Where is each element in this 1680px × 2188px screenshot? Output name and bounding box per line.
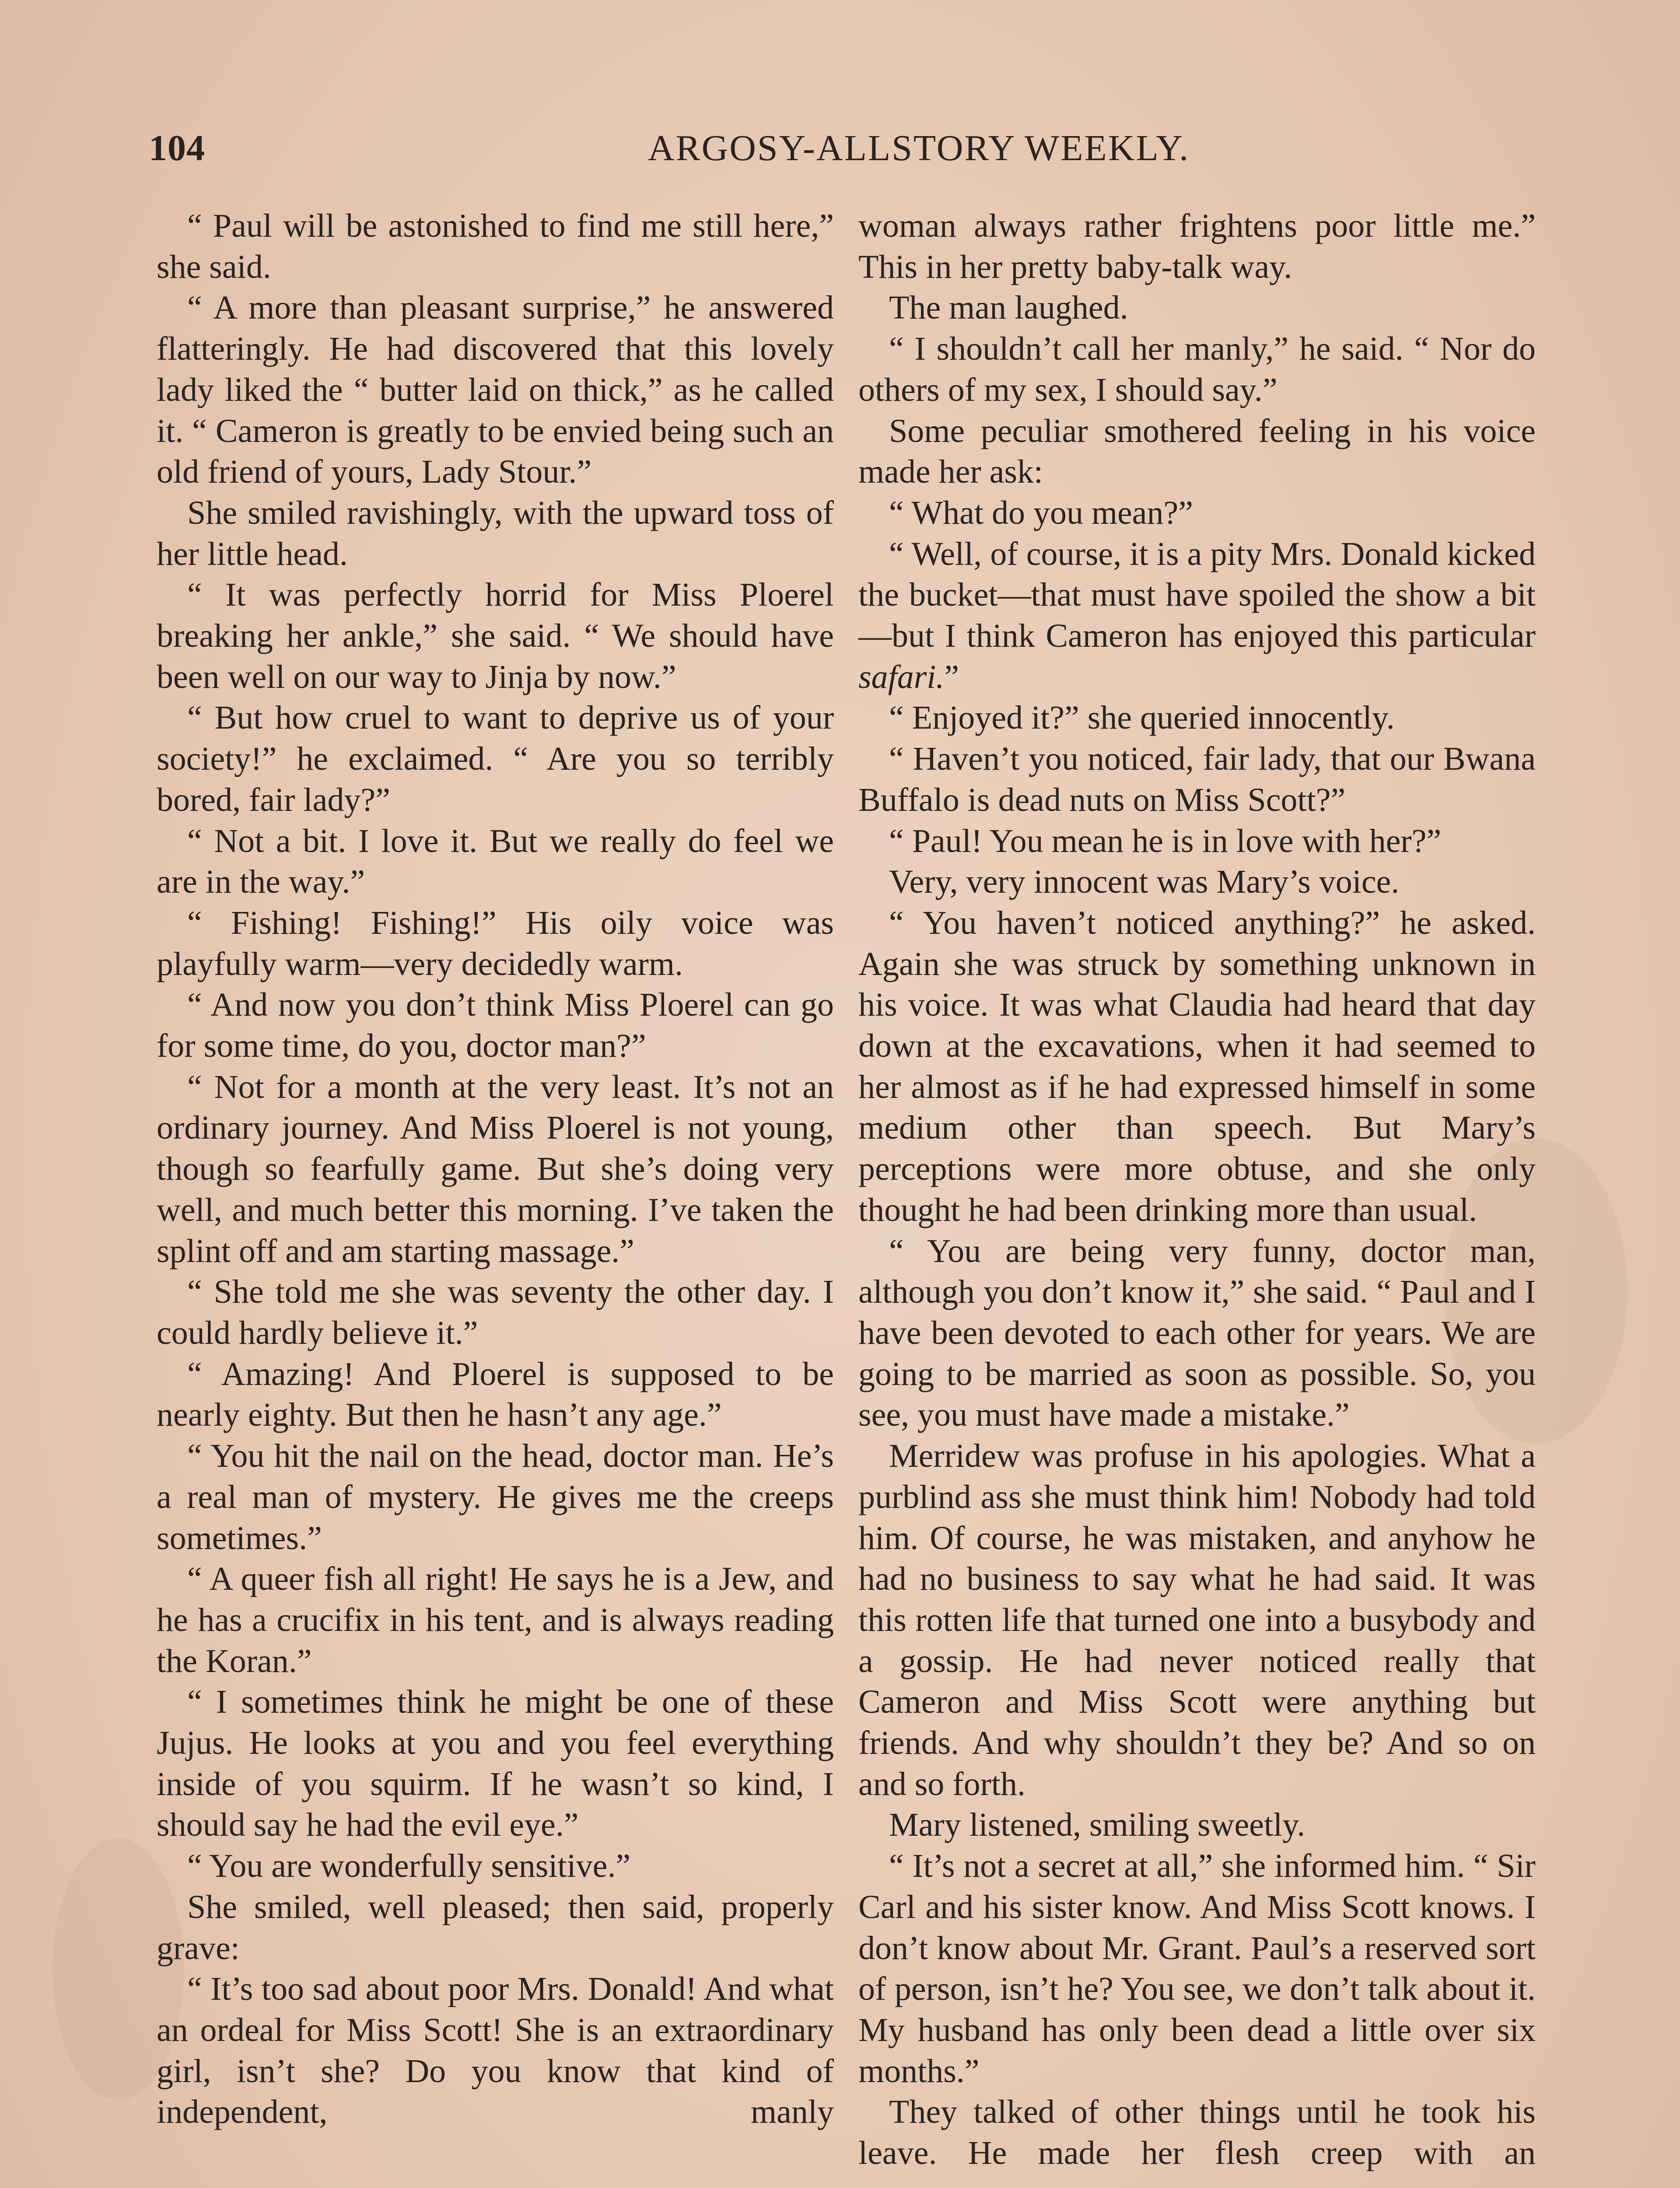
paragraph: “ Not for a month at the very least. It’s not an ordinary journey. And Miss Ploerel is not young, though so fearfully game. But she’s doing very well, and much better this morning. I’ve taken the splint off and am starting massage.”	[157, 1068, 834, 1269]
right-column	[858, 206, 1536, 2174]
paragraph: Mary listened, smiling sweetly.	[889, 1806, 1306, 1844]
paragraph: “ Not a bit. I love it. But we really do feel we are in the way.”	[157, 822, 834, 901]
paragraph: “ I sometimes think he might be one of these Jujus. He looks at you and you feel everything inside of you squirm. If he wasn’t so kind, I should say he had the evil eye.”	[157, 1683, 834, 1844]
paragraph: “ Fishing! Fishing!” His oily voice was playfully warm—very decidedly warm.	[157, 904, 834, 982]
paragraph: “ And now you don’t think Miss Ploerel can go for some time, do you, doctor man?”	[157, 986, 834, 1065]
paragraph: She smiled ravishingly, with the upward toss of her little head.	[157, 494, 834, 572]
paragraph: “ You are being very funny, doctor man, although you don’t know it,” she said. “ Paul and I have been devoted to each other for years. We are going to be married as soon as possible. So, you see, you must have made a mistake.”	[858, 1232, 1536, 1434]
paragraph: “ What do you mean?”	[889, 494, 1193, 531]
paragraph: Some peculiar smothered feeling in his voice made her ask:	[858, 412, 1536, 491]
paragraph: Very, very innocent was Mary’s voice.	[889, 863, 1400, 901]
paragraph: “ You haven’t noticed anything?” he asked. Again she was struck by something unknown in his voice. It was what Claudia had heard that day down at the excavations, when it had seemed to her almost as if he had expressed himself in some medium other than speech. But Mary’s perceptions were more obtuse, and she only thought he had been drinking more than usual.	[858, 904, 1536, 1228]
paragraph-continued: woman always rather frightens poor little me.” This in her pretty baby-talk way.	[858, 207, 1536, 285]
paragraph: Merridew was profuse in his apologies. What a purblind ass she must think him! Nobody had told him. Of course, he was mistaken, and anyhow he had no business to say what he had said. It was this rotten life that turned one into a busybody and a gossip. He had never noticed really that Cameron and Miss Scott were anything but friends. And why shouldn’t they be? And so on and so forth.	[858, 1438, 1536, 1802]
left-column	[157, 206, 834, 2133]
paragraph: “ She told me she was seventy the other day. I could hardly believe it.”	[157, 1273, 834, 1351]
paragraph: “ Enjoyed it?” she queried innocently.	[889, 699, 1395, 736]
paragraph: “ You hit the nail on the head, doctor man. He’s a real man of mystery. He gives me the creeps sometimes.”	[157, 1438, 834, 1557]
paragraph: “ Haven’t you noticed, fair lady, that our Bwana Buffalo is dead nuts on Miss Scott?”	[858, 740, 1536, 818]
paragraph: “ Paul! You mean he is in love with her?”	[889, 822, 1442, 859]
paragraph: “ Well, of course, it is a pity Mrs. Donald kicked the bucket—that must have spoiled the show a bit—but I think Cameron has enjoyed this particular safari.”	[858, 535, 1536, 695]
paragraph: “ A queer fish all right! He says he is a Jew, and he has a crucifix in his tent, and is always reading the Koran.”	[157, 1560, 834, 1680]
paragraph: “ Amazing! And Ploerel is supposed to be nearly eighty. But then he hasn’t any age.”	[157, 1355, 834, 1434]
page-header	[149, 127, 1549, 175]
italic-word: safari.	[858, 658, 945, 695]
running-head: ARGOSY-ALLSTORY WEEKLY.	[648, 128, 1190, 168]
paragraph: They talked of other things until he took his leave. He made her flesh creep with an	[858, 2093, 1536, 2172]
paragraph: She smiled, well pleased; then said, properly grave:	[157, 1888, 834, 1967]
paragraph: “ A more than pleasant surprise,” he answered flatteringly. He had discovered that this lovely lady liked the “ butter laid on thick,” as he called it. “ Cameron is greatly to be envied being such an old friend of yours, Lady Stour.”	[157, 289, 834, 491]
paragraph: “ It’s not a secret at all,” she informed him. “ Sir Carl and his sister know. And Miss Scott knows. I don’t know about Mr. Grant. Paul’s a reserved sort of person, isn’t he? You see, we don’t talk about it. My husband has only been dead a little over six months.”	[858, 1848, 1536, 2090]
page-number: 104	[149, 128, 205, 168]
paragraph: “ It was perfectly horrid for Miss Ploerel breaking her ankle,” she said. “ We should have been well on our way to Jinja by now.”	[157, 576, 834, 695]
paragraph: The man laughed.	[889, 289, 1128, 326]
paragraph: “ Paul will be astonished to find me still here,” she said.	[157, 207, 834, 285]
paragraph: “ It’s too sad about poor Mrs. Donald! And what an ordeal for Miss Scott! She is an extraordinary girl, isn’t she? Do you know that kind of independent, manly	[157, 1971, 834, 2131]
paragraph: “ I shouldn’t call her manly,” he said. “ Nor do others of my sex, I should say.”	[858, 330, 1536, 408]
paragraph: “ You are wonderfully sensitive.”	[187, 1848, 631, 1885]
paragraph: “ But how cruel to want to deprive us of your society!” he exclaimed. “ Are you so terribly bored, fair lady?”	[157, 699, 834, 818]
